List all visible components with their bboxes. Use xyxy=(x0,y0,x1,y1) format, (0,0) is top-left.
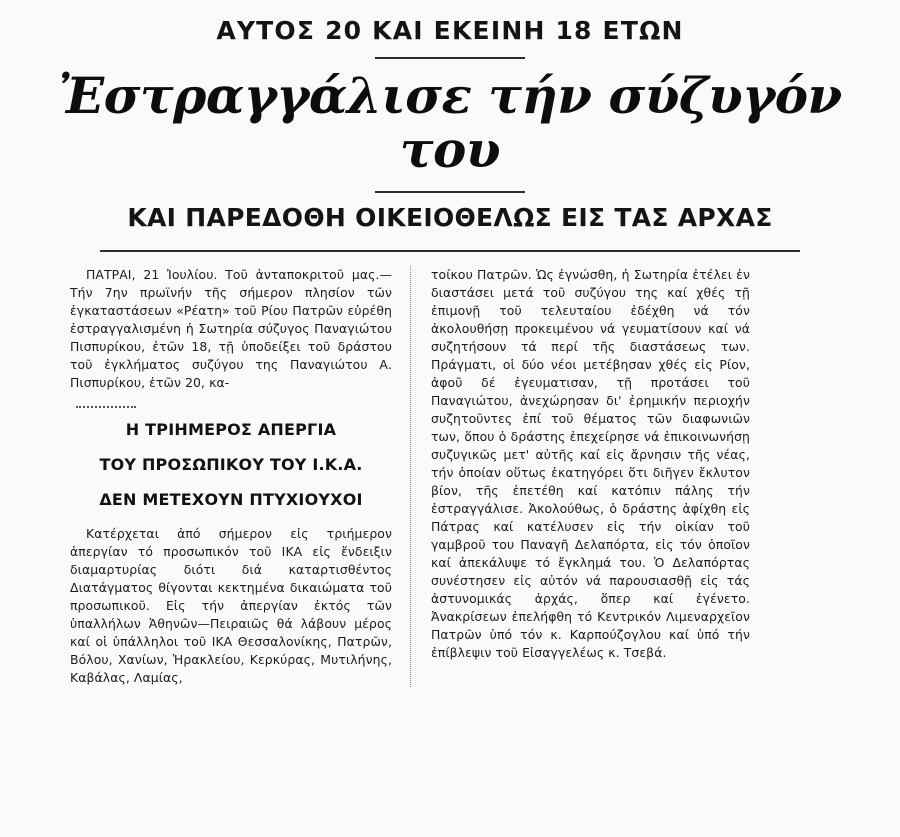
divider-wide xyxy=(100,250,800,252)
article-headline: Ἐστραγγάλισε τήν σύζυγόν του xyxy=(58,66,842,179)
left-column xyxy=(70,266,410,687)
strike-subtitle-3: ΔΕΝ ΜΕΤΕΧΟΥΝ ΠΤΥΧΙΟΥΧΟΙ xyxy=(99,489,363,509)
article-kicker: ΑΥΤΟΣ 20 ΚΑΙ ΕΚΕΙΝΗ 18 ΕΤΩΝ xyxy=(216,16,684,45)
continuation-paragraph: τοίκου Πατρῶν. Ὡς ἐγνώσθη, ἡ Σωτηρία ἐτέλει ἐν διαστάσει μετά τοῦ συζύγου της καί χθές τῇ ἐπιμονῇ τοῦ τελευταίου ἐδέχθη νά τόν ἀκολουθήσῃ προκειμένου νά γευματίσουν καί νά συζητήσουν τά περί τῆς διαστάσεως των. Πράγματι, οἱ δύο νέοι μετέβησαν χθές εἰς Ρίον, ἀφοῦ δέ ἐγευματισαν, τῇ προτάσει τοῦ Παναγιώτου, ἀνεχώρησαν δι' ἐρημικήν περιοχήν συζητοῦντες ἐπί τοῦ θέματος τῶν διαφωνιῶν των, ὅπου ὁ δράστης ἐπεχείρησε νά ἐπικοινωνήσῃ συζυγικῶς μετ' αὐτῆς καί εἰς ἄρνησιν τῆς νέας, τήν ὁποίαν οὕτως ἑκατηγόρει ὅτι διῆγεν ἔκλυτον βίον, τῆς ἐπετέθη καί κατόπιν πάλης τήν ἐστραγγάλισε. Ἀκολούθως, ὁ δράστης ἀφίχθη εἰς Πάτρας καί κατέλυσεν εἰς τήν οἰκίαν τοῦ γαμβροῦ του Παναγῆ Δελαπόρτα, εἰς τόν ὁποῖον καί ἀπεκάλυψε τό ἔγκλημά του. Ὁ Δελαπόρτας συνέστησεν εἰς αὐτόν νά παρουσιασθῇ εἰς τάς ἀστυνομικάς ἀρχάς, ὅπερ καί ἐγένετο. Ἀνακρίσεων ἐπελήφθη τό Κεντρικόν Λιμεναρχεῖον Πατρῶν ὑπό τόν κ. Καρπούζογλου καί ὑπό τήν ἐπίβλεψιν τοῦ Εἰσαγγελέως κ. Τσεβά. xyxy=(431,267,750,660)
right-column xyxy=(410,266,750,687)
strike-paragraph: Κατέρχεται ἀπό σήμερον εἰς τριήμερον ἀπεργίαν τό προσωπικόν τοῦ ΙΚΑ εἰς ἔνδειξιν διαμαρτυρίας διότι διά καταρτισθέντος Διατάγματος θίγονται κεκτημένα δικαιώματα τοῦ προσωπικοῦ. Εἰς τήν ἀπεργίαν ἐκτός τῶν ὑπαλλήλων Ἀθηνῶν—Πειραιῶς θά λάβουν μέρος καί οἱ ὑπάλληλοι τοῦ ΙΚΑ Θεσσαλονίκης, Πατρῶν, Βόλου, Χανίων, Ἡρακλείου, Κερκύρας, Μυτιλήνης, Καβάλας, Λαμίας, xyxy=(70,525,392,685)
strike-subtitle-1: Η ΤΡΙΗΜΕΡΟΣ ΑΠΕΡΓΙΑ xyxy=(125,419,337,439)
page-fade xyxy=(0,823,900,837)
divider-top xyxy=(375,57,525,59)
lead-paragraph: ΠΑΤΡΑΙ, 21 Ἰουλίου. Τοῦ ἀνταποκριτοῦ μας.—Τήν 7ην πρωϊνήν τῆς σήμερον πλησίον τῶν ἐγκαταστάσεων «Ρέατη» τοῦ Ρίου Πατρῶν εὑρέθη ἐστραγγαλισμένη ἡ Σωτηρία σύζυγος Παναγιώτου Πισπυρίκου, ἐτῶν 18, τῇ ὑποδείξει τοῦ δράστου τοῦ ἐγκλήματος συζύγου της Παναγιώτου Α. Πισπυρίκου, ἐτῶν 20, κα- xyxy=(70,267,392,390)
article-columns xyxy=(70,266,830,687)
article-subhead: ΚΑΙ ΠΑΡΕΔΟΘΗ ΟΙΚΕΙΟΘΕΛΩΣ ΕΙΣ ΤΑΣ ΑΡΧΑΣ xyxy=(127,203,773,232)
divider-middle xyxy=(375,191,525,193)
strike-subtitle-2: ΤΟΥ ΠΡΟΣΩΠΙΚΟΥ ΤΟΥ Ι.Κ.Α. xyxy=(99,454,363,474)
section-divider xyxy=(76,406,136,408)
